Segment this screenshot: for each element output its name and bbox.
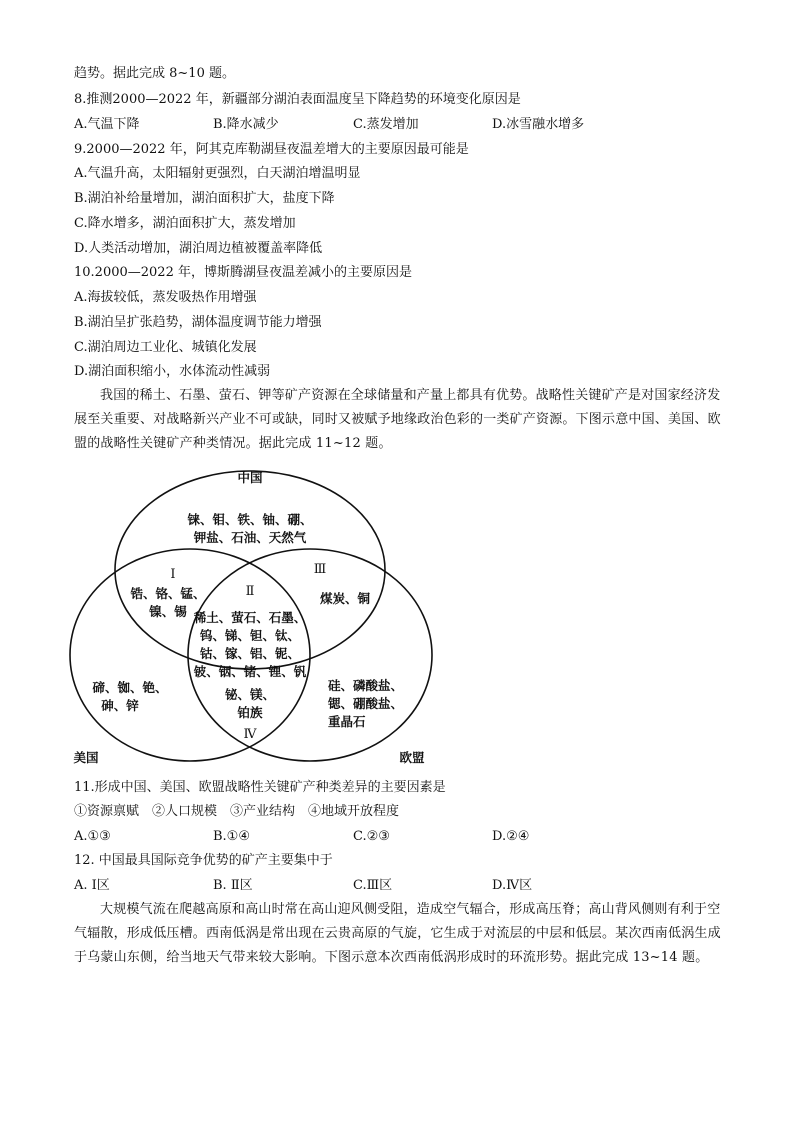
- q8-option-d[interactable]: D.冰雪融水增多: [492, 117, 585, 132]
- eu-only-line-1: 硅、磷酸盐、: [328, 678, 404, 693]
- region-III-line-1: 煤炭、铜: [319, 591, 371, 606]
- q12-option-d[interactable]: D.Ⅳ区: [492, 878, 533, 893]
- venn-diagram: [60, 462, 440, 772]
- center-line-4: 铍、铟、锗、锂、钒: [193, 664, 307, 679]
- usa-only-line-1: 碲、铷、铯、: [92, 680, 168, 695]
- label-usa: 美国: [73, 750, 99, 765]
- china-only-line-1: 铼、钼、铁、铀、硼、: [187, 512, 313, 527]
- center-line-1: 稀土、萤石、石墨、: [193, 610, 307, 625]
- intro-tail: 趋势。据此完成 8~10 题。: [74, 66, 235, 81]
- q11-factors: ①资源禀赋 ②人口规模 ③产业结构 ④地域开放程度: [74, 804, 400, 819]
- label-china: 中国: [237, 470, 263, 485]
- q11-option-c[interactable]: C.②③: [353, 829, 390, 844]
- region-IV-line-1: 铋、镁、: [224, 687, 276, 702]
- q8-option-a[interactable]: A.气温下降: [74, 117, 140, 132]
- q11-option-a[interactable]: A.①③: [74, 829, 111, 844]
- roman-II: Ⅱ: [245, 584, 255, 599]
- region-I-line-1: 锆、铬、锰、: [130, 586, 206, 601]
- q10-option-a[interactable]: A.海拔较低，蒸发吸热作用增强: [74, 290, 257, 305]
- q12-option-a[interactable]: A. Ⅰ区: [74, 878, 110, 893]
- q11-option-b[interactable]: B.①④: [213, 829, 250, 844]
- q9-option-c[interactable]: C.降水增多，湖泊面积扩大，蒸发增加: [74, 216, 296, 231]
- q10-option-d[interactable]: D.湖泊面积缩小，水体流动性减弱: [74, 364, 271, 379]
- region-I-line-2: 镍、锡: [149, 604, 187, 619]
- passage-southwest-vortex: 大规模气流在爬越高原和高山时常在高山迎风侧受阻，造成空气辐合，形成高压脊；高山背风侧则有利于空气辐散，形成低压槽。西南低涡是常出现在云贵高原的气旋，它生成于对流层的中层和低层。某次西南低涡生成于乌蒙山东侧，给当地天气带来较大影响。下图示意本次西南低涡形成时的环流形势。据此完成 13~14 题。: [74, 902, 721, 965]
- roman-IV: Ⅳ: [243, 727, 257, 742]
- q12-option-c[interactable]: C.Ⅲ区: [353, 878, 393, 893]
- q10-option-c[interactable]: C.湖泊周边工业化、城镇化发展: [74, 340, 257, 355]
- q9-option-d[interactable]: D.人类活动增加，湖泊周边植被覆盖率降低: [74, 241, 323, 256]
- passage-minerals: 我国的稀土、石墨、萤石、钾等矿产资源在全球储量和产量上都具有优势。战略性关键矿产是对国家经济发展至关重要、对战略新兴产业不可或缺，同时又被赋予地缘政治色彩的一类矿产资源。下图示意中国、美国、欧盟的战略性关键矿产种类情况。据此完成 11~12 题。: [74, 388, 721, 451]
- q8-stem: 8.推测2000—2022 年，新疆部分湖泊表面温度呈下降趋势的环境变化原因是: [74, 92, 521, 107]
- q12-option-b[interactable]: B. Ⅱ区: [213, 878, 253, 893]
- q8-option-b[interactable]: B.降水减少: [213, 117, 279, 132]
- q11-stem: 11.形成中国、美国、欧盟战略性关键矿产种类差异的主要因素是: [74, 780, 446, 795]
- china-only-line-2: 钾盐、石油、天然气: [193, 530, 307, 545]
- roman-III: Ⅲ: [313, 562, 327, 577]
- center-line-2: 钨、锑、钽、钛、: [199, 628, 301, 643]
- q10-option-b[interactable]: B.湖泊呈扩张趋势，湖体温度调节能力增强: [74, 315, 322, 330]
- q12-stem: 12. 中国最具国际竞争优势的矿产主要集中于: [74, 853, 333, 868]
- label-eu: 欧盟: [399, 750, 425, 765]
- q9-option-a[interactable]: A.气温升高，太阳辐射更强烈，白天湖泊增温明显: [74, 166, 361, 181]
- q8-option-c[interactable]: C.蒸发增加: [353, 117, 419, 132]
- region-IV-line-2: 铂族: [237, 705, 263, 720]
- q9-stem: 9.2000—2022 年，阿其克库勒湖昼夜温差增大的主要原因最可能是: [74, 142, 469, 157]
- usa-only-line-2: 砷、锌: [101, 698, 139, 713]
- eu-only-line-2: 锶、硼酸盐、: [328, 696, 404, 711]
- q10-stem: 10.2000—2022 年，博斯腾湖昼夜温差减小的主要原因是: [74, 265, 412, 280]
- eu-only-line-3: 重晶石: [328, 714, 366, 729]
- q11-option-d[interactable]: D.②④: [492, 829, 530, 844]
- q9-option-b[interactable]: B.湖泊补给量增加，湖泊面积扩大，盐度下降: [74, 191, 335, 206]
- roman-I: Ⅰ: [170, 567, 176, 582]
- center-line-3: 钴、镓、铝、铌、: [199, 646, 301, 661]
